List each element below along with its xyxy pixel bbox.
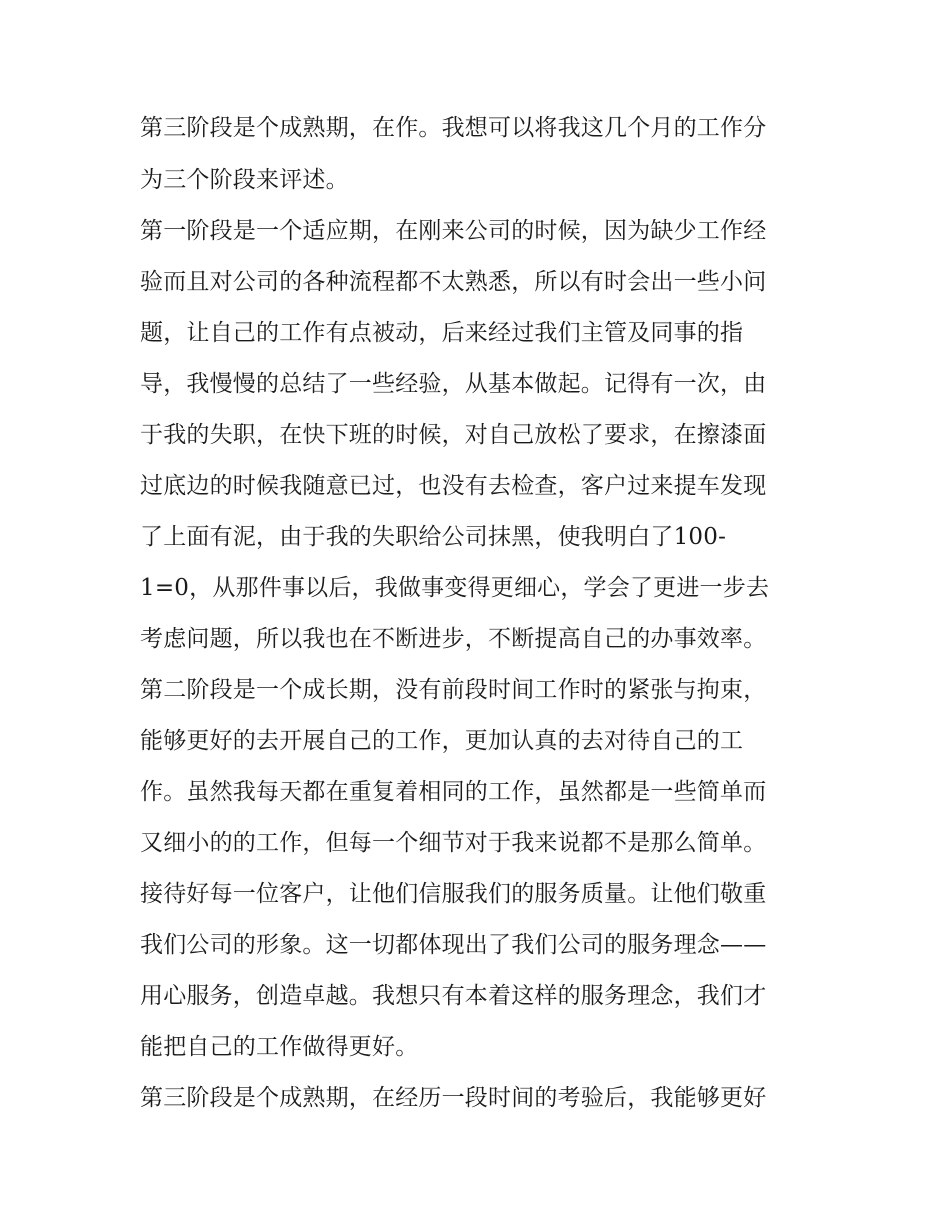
text-line: 用心服务，创造卓越。我想只有本着这样的服务理念，我们才 xyxy=(140,983,767,1009)
text-line: 能把自己的工作做得更好。 xyxy=(140,1034,419,1060)
text-line: 验而且对公司的各种流程都不太熟悉，所以有时会出一些小问 xyxy=(140,269,767,295)
text-line: 我们公司的形象。这一切都体现出了我们公司的服务理念—— xyxy=(140,932,767,958)
text-line: 第一阶段是一个适应期，在刚来公司的时候，因为缺少工作经 xyxy=(140,218,767,244)
text-line: 考虑问题，所以我也在不断进步，不断提高自己的办事效率。 xyxy=(140,626,767,652)
text-line: 第三阶段是个成熟期，在作。我想可以将我这几个月的工作分 xyxy=(140,115,767,141)
text-line: 又细小的的工作，但每一个细节对于我来说都不是那么简单。 xyxy=(140,830,767,856)
text-line: 过底边的时候我随意已过，也没有去检查，客户过来提车发现 xyxy=(140,473,767,499)
text-line: 题，让自己的工作有点被动，后来经过我们主管及同事的指 xyxy=(140,320,744,346)
text-line: 导，我慢慢的总结了一些经验，从基本做起。记得有一次，由 xyxy=(140,371,767,397)
text-line: 第三阶段是个成熟期，在经历一段时间的考验后，我能够更好 xyxy=(140,1085,767,1111)
text-line: 于我的失职，在快下班的时候，对自己放松了要求，在擦漆面 xyxy=(140,422,767,448)
text-line: 为三个阶段来评述。 xyxy=(140,167,349,193)
text-line: 接待好每一位客户，让他们信服我们的服务质量。让他们敬重 xyxy=(140,881,767,907)
text-line: 第二阶段是一个成长期，没有前段时间工作时的紧张与拘束， xyxy=(140,677,767,703)
text-line: 了上面有泥，由于我的失职给公司抹黑，使我明白了100- xyxy=(140,524,727,550)
text-line: 能够更好的去开展自己的工作，更加认真的去对待自己的工 xyxy=(140,728,744,754)
text-line: 1=0，从那件事以后，我做事变得更细心，学会了更进一步去 xyxy=(140,575,770,601)
text-line: 作。虽然我每天都在重复着相同的工作，虽然都是一些简单而 xyxy=(140,779,767,805)
